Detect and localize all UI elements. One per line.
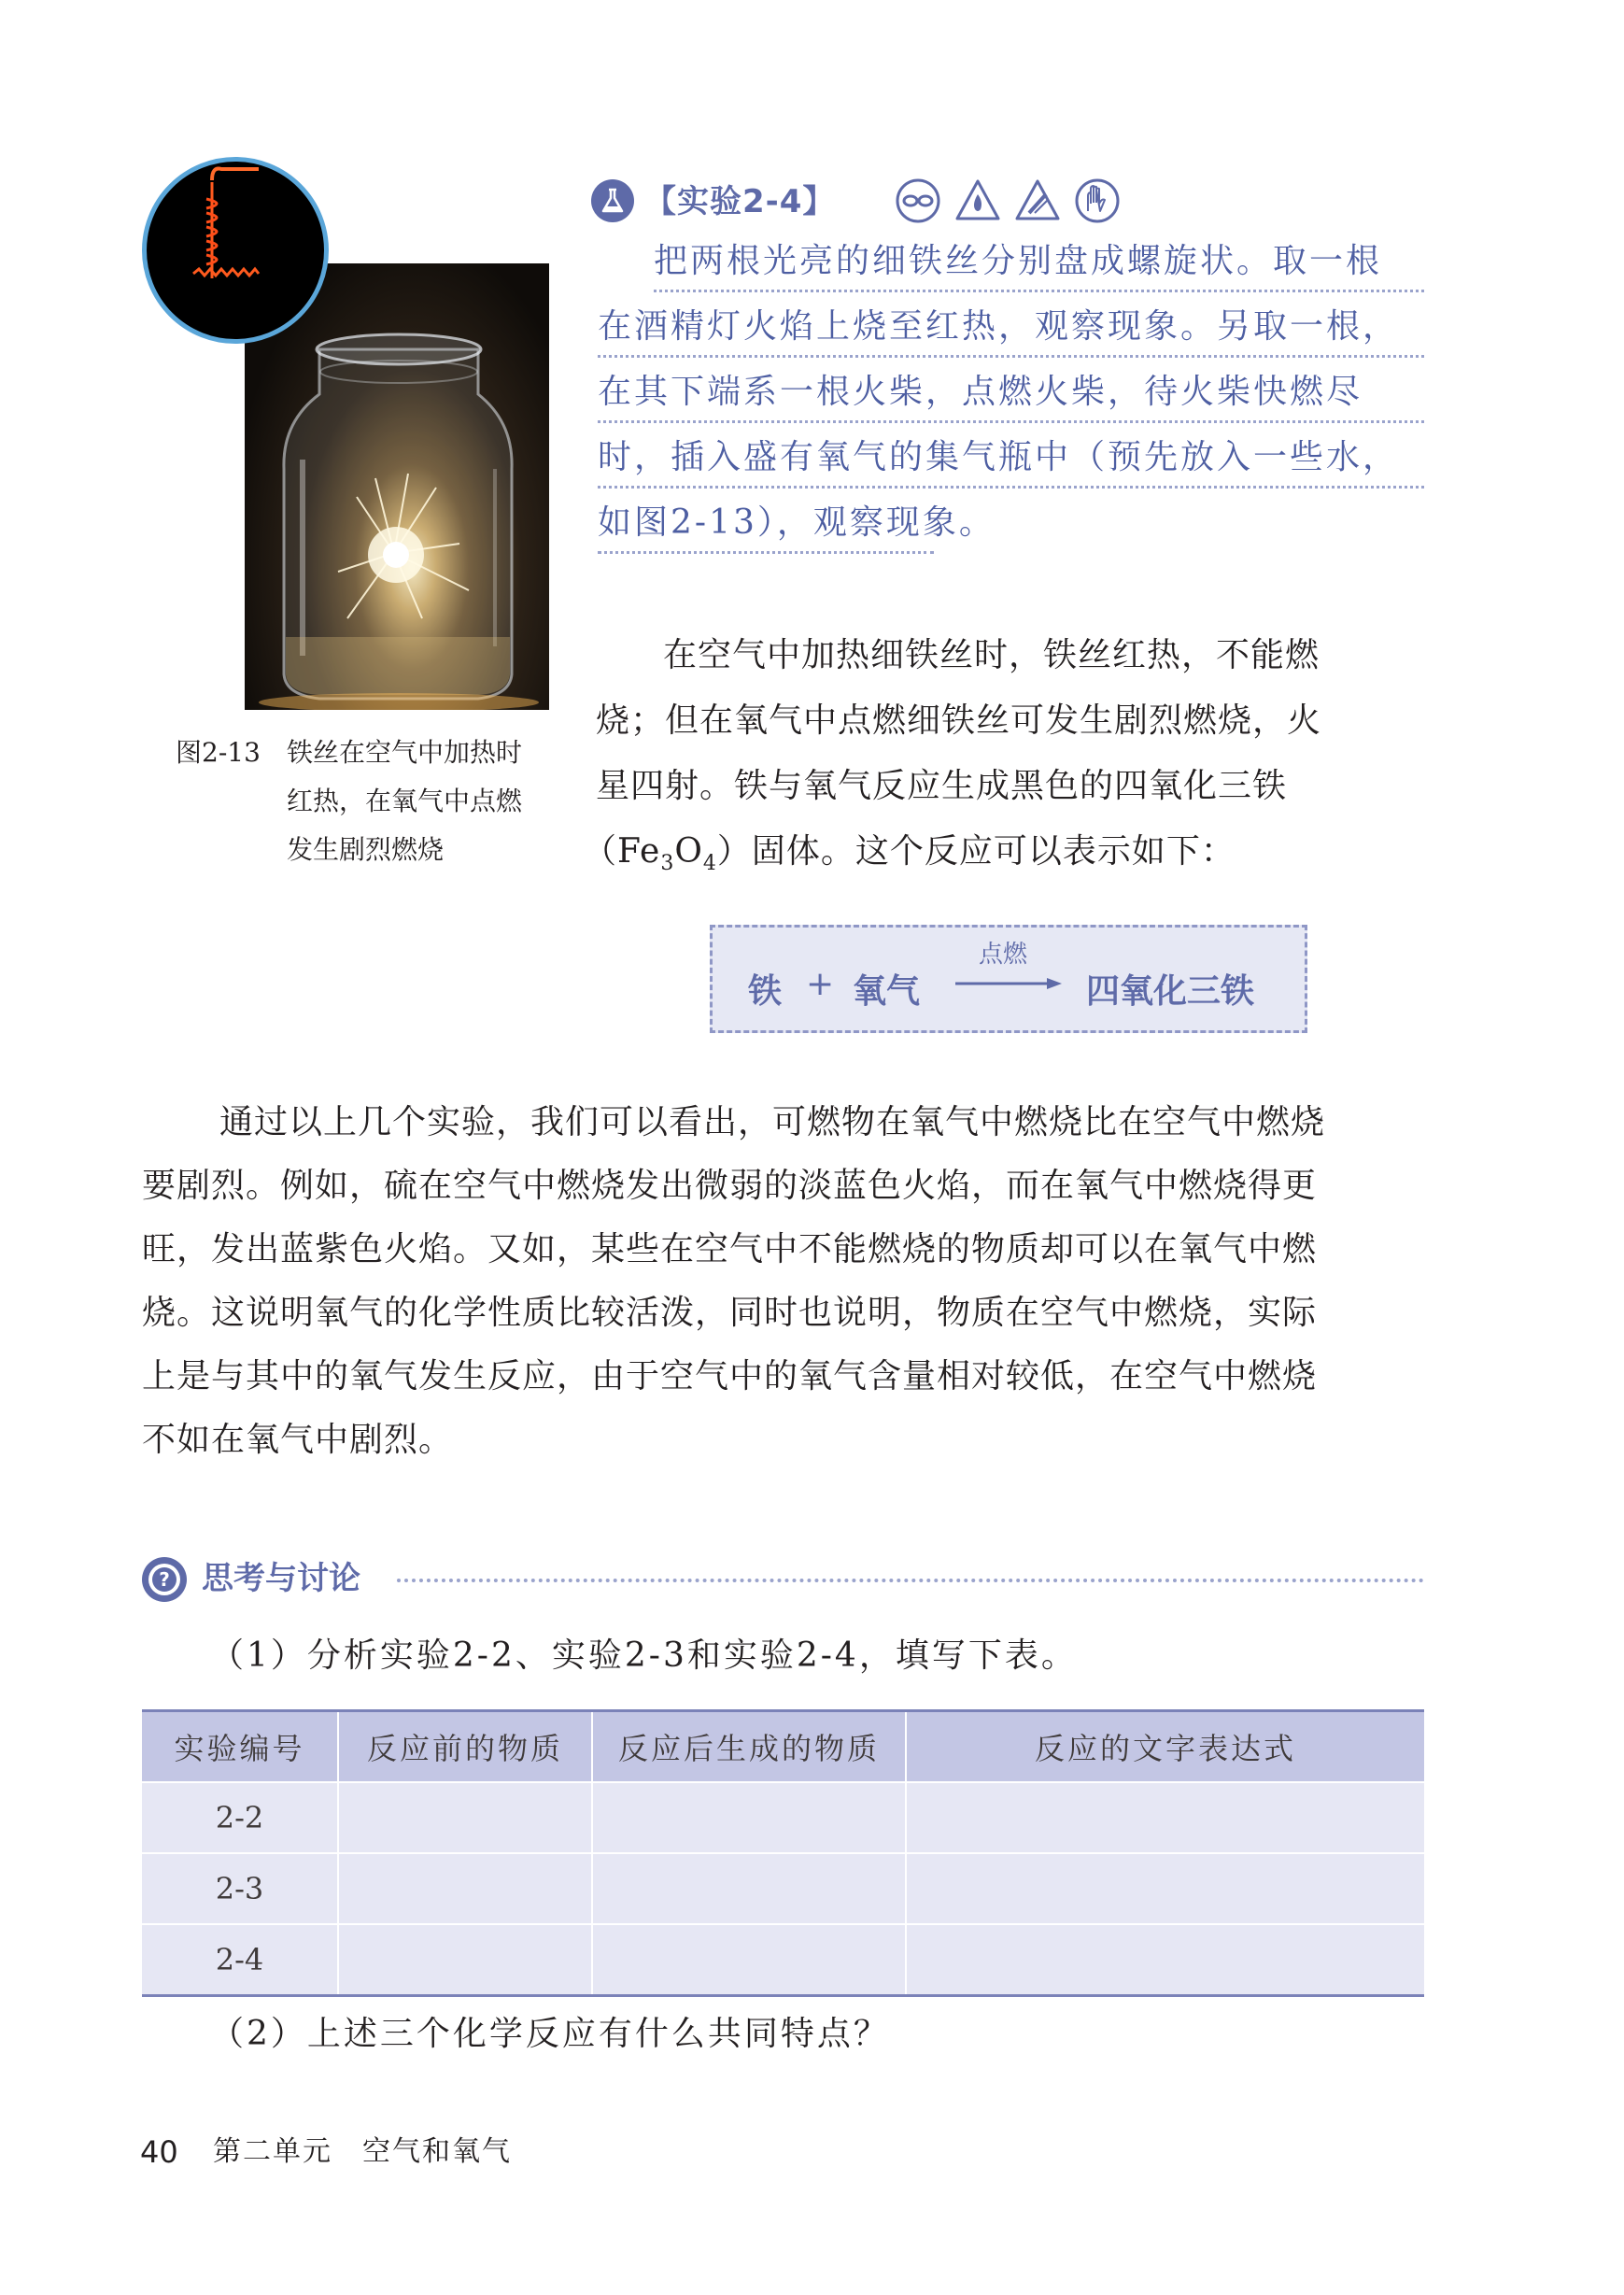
reaction-arrow-icon: [953, 974, 1066, 993]
table-cell-blank: [338, 1924, 592, 1996]
question-1: （1）分析实验2-2、实验2-3和实验2-4，填写下表。: [210, 1636, 1078, 1675]
table-cell-blank: [338, 1782, 592, 1853]
flask-icon: [591, 179, 634, 222]
plus-sign: +: [806, 965, 835, 1003]
formula-prefix: （Fe: [583, 832, 661, 871]
iron-wire-combustion-photo: [245, 263, 549, 710]
table-cell-blank: [592, 1853, 906, 1924]
figure-label: 图2-13: [176, 737, 261, 768]
experiment-table: [142, 1709, 1424, 1997]
paragraph-line-formula: [583, 824, 1236, 892]
experiment-text-line: 时，插入盛有氧气的集气瓶中（预先放入一些水，: [598, 430, 1424, 489]
paragraph-line: 要剧烈。例如，硫在空气中燃烧发出微弱的淡蓝色火焰，而在氧气中燃烧得更: [142, 1167, 1318, 1205]
header-reactants: 反应前的物质: [338, 1711, 592, 1783]
table-cell-number: 2-3: [142, 1853, 338, 1924]
paragraph-line: 在空气中加热细铁丝时，铁丝红热，不能燃: [663, 636, 1320, 674]
gas-jar-illustration: [245, 263, 549, 710]
reactant-oxygen: 氧气: [853, 972, 921, 1011]
table-row: [142, 1782, 1424, 1853]
experiment-text-line: 在其下端系一根火柴，点燃火柴，待火柴快燃尽: [598, 364, 1424, 423]
flame-warning-icon: [954, 177, 1001, 224]
table-header-row: [142, 1711, 1424, 1783]
table-row: [142, 1853, 1424, 1924]
figure-caption-line: 红热，在氧气中点燃: [287, 786, 523, 816]
experiment-text-line: 把两根光亮的细铁丝分别盘成螺旋状。取一根: [654, 234, 1424, 292]
discussion-divider: [397, 1579, 1424, 1582]
sharp-object-warning-icon: [1014, 177, 1061, 224]
figure-caption-line: 发生剧烈燃烧: [287, 834, 445, 865]
question-mark-icon: [140, 1555, 189, 1604]
word-equation-box: [710, 925, 1307, 1033]
experiment-text-line: 如图2-13），观察现象。: [598, 495, 934, 554]
table-cell-blank: [906, 1782, 1424, 1853]
goggles-icon: [895, 177, 941, 224]
table-cell-blank: [906, 1853, 1424, 1924]
table-cell-blank: [592, 1924, 906, 1996]
experiment-text-line: 在酒精灯火焰上烧至红热，观察现象。另取一根，: [598, 299, 1424, 358]
figure-caption-line: 铁丝在空气中加热时: [287, 737, 523, 768]
paragraph-line: 通过以上几个实验，我们可以看出，可燃物在氧气中燃烧比在空气中燃烧: [219, 1103, 1326, 1141]
reactant-iron: 铁: [748, 972, 783, 1011]
header-experiment-number: 实验编号: [142, 1711, 338, 1783]
subscript-4: 4: [702, 852, 717, 876]
glowing-wire-inset: [142, 157, 329, 344]
subscript-3: 3: [660, 852, 675, 876]
discussion-title: 思考与讨论: [202, 1560, 360, 1597]
header-word-equation: 反应的文字表达式: [906, 1711, 1424, 1783]
paragraph-line: 烧。这说明氧气的化学性质比较活泼，同时也说明，物质在空气中燃烧，实际: [142, 1294, 1318, 1332]
table-cell-blank: [592, 1782, 906, 1853]
svg-text:?: ?: [159, 1568, 170, 1591]
table-cell-blank: [338, 1853, 592, 1924]
table-cell-number: 2-4: [142, 1924, 338, 1996]
reaction-condition: 点燃: [979, 941, 1028, 969]
unit-title: 第二单元 空气和氧气: [213, 2135, 512, 2168]
paragraph-line: 烧；但在氧气中点燃细铁丝可发生剧烈燃烧，火: [596, 701, 1322, 740]
experiment-title: 【实验2-4】: [644, 183, 836, 220]
header-products: 反应后生成的物质: [592, 1711, 906, 1783]
page-number: 40: [140, 2134, 178, 2170]
figure-caption: [287, 729, 567, 874]
table-cell-blank: [906, 1924, 1424, 1996]
paragraph-line: 星四射。铁与氧气反应生成黑色的四氧化三铁: [596, 767, 1288, 805]
paragraph-line: 上是与其中的氧气发生反应，由于空气中的氧气含量相对较低，在空气中燃烧: [142, 1357, 1318, 1395]
formula-suffix: ）固体。这个反应可以表示如下：: [716, 832, 1236, 871]
oxygen-symbol: O: [674, 832, 703, 871]
question-2: （2）上述三个化学反应有什么共同特点？: [210, 2015, 890, 2053]
paragraph-line: 旺，发出蓝紫色火焰。又如，某些在空气中不能燃烧的物质却可以在氧气中燃: [142, 1230, 1318, 1268]
table-cell-number: 2-2: [142, 1782, 338, 1853]
hand-wash-icon: [1074, 177, 1121, 224]
product-iron-oxide: 四氧化三铁: [1086, 972, 1255, 1011]
paragraph-line: 不如在氧气中剧烈。: [142, 1421, 454, 1459]
table-row: [142, 1924, 1424, 1996]
